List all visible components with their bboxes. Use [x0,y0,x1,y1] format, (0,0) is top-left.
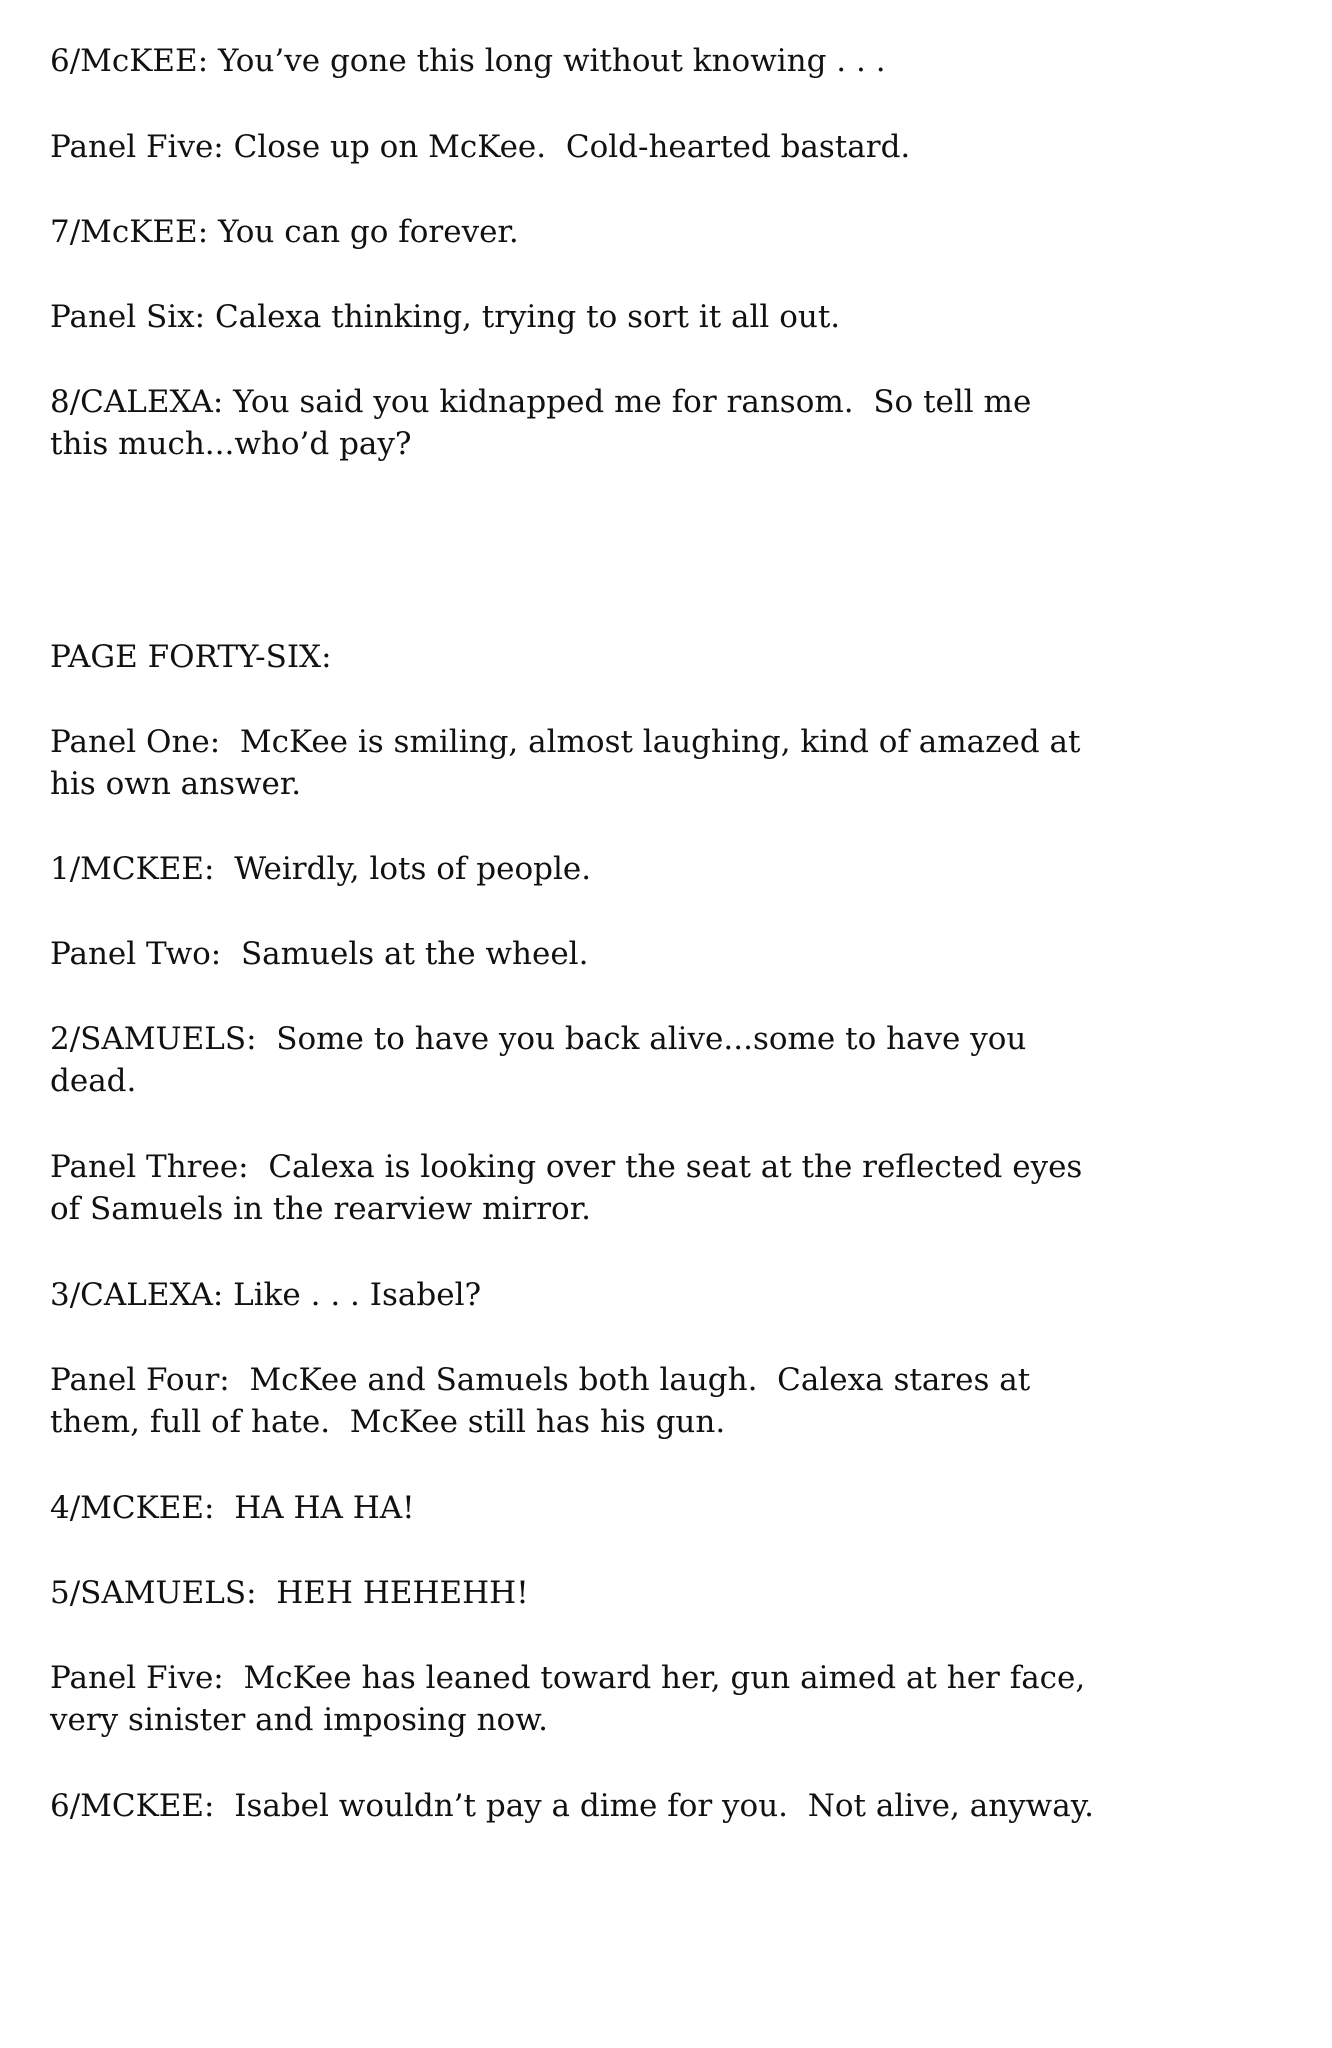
dialogue-8-calexa: 8/CALEXA: You said you kidnapped me for ransom. So tell me this much...who’d pay? [50,384,1032,462]
dialogue-5-samuels: 5/SAMUELS: HEH HEHEHH! [50,1575,529,1611]
dialogue-6-mckee-2: 6/MCKEE: Isabel wouldn’t pay a dime for you. Not alive, anyway. [50,1788,1094,1824]
panel-four-description: Panel Four: McKee and Samuels both laugh. Calexa stares at them, full of hate. McKee still has his gun. [50,1362,1031,1440]
dialogue-6-mckee: 6/McKEE: You’ve gone this long without knowing . . . [50,43,886,79]
page-heading: PAGE FORTY-SIX: [50,639,332,675]
dialogue-7-mckee: 7/McKEE: You can go forever. [50,214,519,250]
panel-three-description: Panel Three: Calexa is looking over the seat at the reflected eyes of Samuels in the rearview mirror. [50,1149,1083,1227]
panel-one-description: Panel One: McKee is smiling, almost laughing, kind of amazed at his own answer. [50,724,1081,802]
dialogue-2-samuels: 2/SAMUELS: Some to have you back alive...some to have you dead. [50,1021,1027,1099]
dialogue-1-mckee: 1/MCKEE: Weirdly, lots of people. [50,851,592,887]
panel-six-description: Panel Six: Calexa thinking, trying to sort it all out. [50,299,841,335]
panel-five-description: Panel Five: Close up on McKee. Cold-hearted bastard. [50,129,911,165]
panel-five-description-2: Panel Five: McKee has leaned toward her, gun aimed at her face, very sinister and imposing now. [50,1660,1086,1738]
panel-two-description: Panel Two: Samuels at the wheel. [50,936,589,972]
dialogue-4-mckee: 4/MCKEE: HA HA HA! [50,1490,415,1526]
dialogue-3-calexa: 3/CALEXA: Like . . . Isabel? [50,1277,482,1313]
